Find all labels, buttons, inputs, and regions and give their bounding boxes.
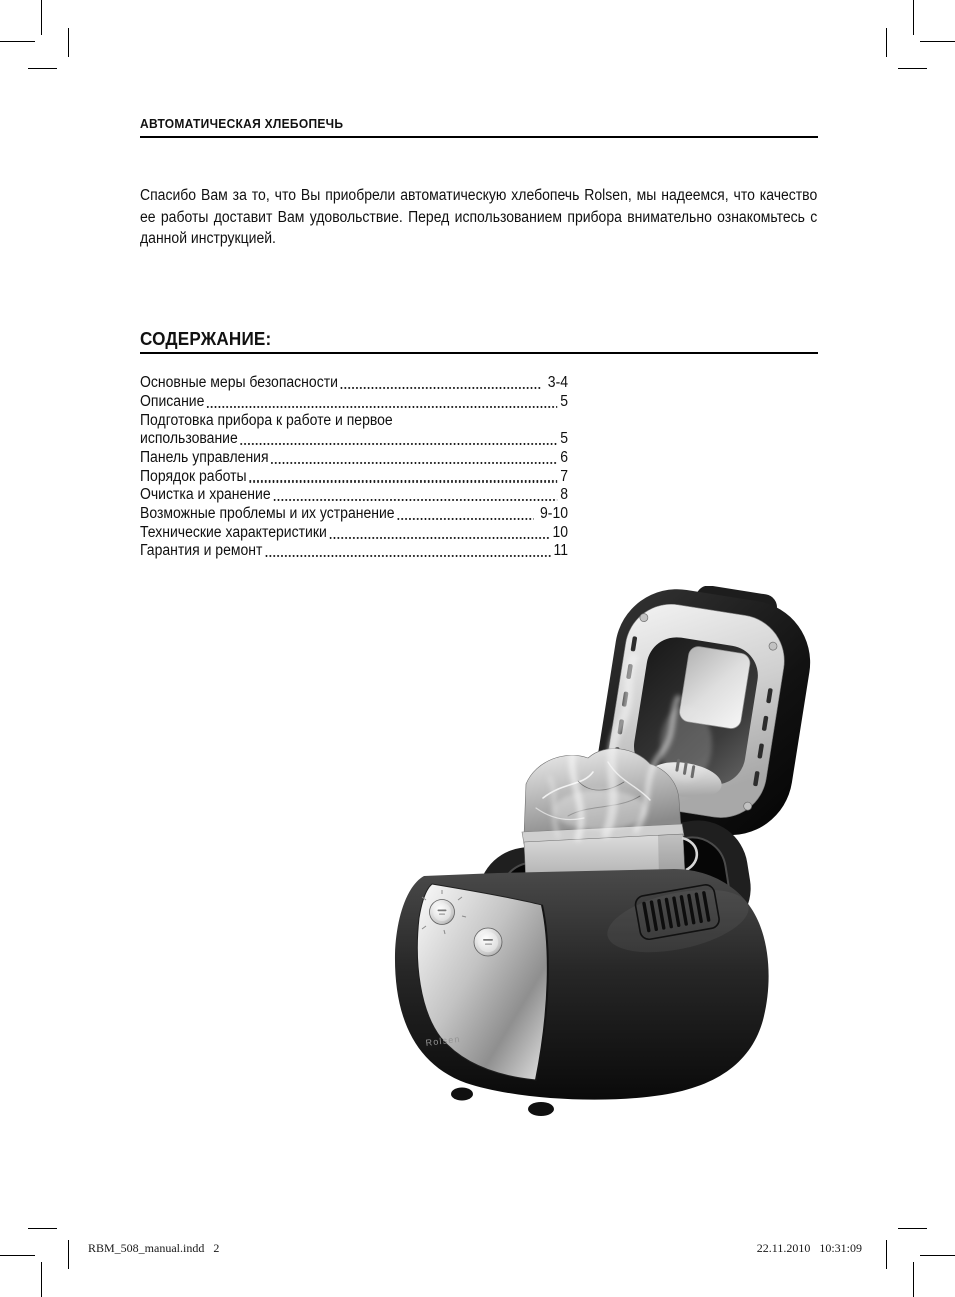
toc-entry-label: Гарантия и ремонт xyxy=(140,542,263,560)
toc-entry xyxy=(140,542,568,561)
toc-entry-label: Порядок работы xyxy=(140,467,247,485)
header-rule xyxy=(140,136,818,138)
toc-leader-dots xyxy=(397,518,533,520)
crop-mark xyxy=(913,1262,914,1297)
toc-entry-page: 5 xyxy=(560,430,569,448)
toc-leader-dots xyxy=(240,443,557,445)
toc-entry-page: 5 xyxy=(560,392,569,410)
toc-entry-page: 3-4 xyxy=(543,374,569,392)
toc-entry-label: Описание xyxy=(140,392,205,410)
crop-mark xyxy=(0,41,35,42)
crop-mark xyxy=(68,28,69,57)
toc-entry xyxy=(140,393,568,412)
crop-mark xyxy=(41,1262,42,1297)
crop-mark xyxy=(898,1228,927,1229)
crop-mark xyxy=(886,28,887,57)
crop-mark xyxy=(28,68,57,69)
toc-entry-page: 10 xyxy=(552,523,569,541)
toc-leader-dots xyxy=(341,387,542,389)
toc-entry xyxy=(140,449,568,468)
toc-entry-label: Технические характеристики xyxy=(140,523,327,541)
toc-entry-page: 6 xyxy=(560,448,569,466)
page-title: АВТОМАТИЧЕСКАЯ ХЛЕБОПЕЧЬ xyxy=(140,117,344,131)
toc-entry xyxy=(140,524,568,543)
toc-leader-dots xyxy=(265,555,551,557)
crop-mark xyxy=(920,1255,955,1256)
crop-mark xyxy=(898,68,927,69)
crop-mark xyxy=(28,1228,57,1229)
crop-mark xyxy=(920,41,955,42)
toc-entry xyxy=(140,411,568,430)
foot xyxy=(451,1088,473,1101)
brand-text: Rolsen xyxy=(425,1033,462,1048)
foot xyxy=(528,1102,554,1116)
product-photo xyxy=(378,586,840,1148)
crop-mark xyxy=(886,1240,887,1269)
toc-entry-label: Очистка и хранение xyxy=(140,486,271,504)
toc-leader-dots xyxy=(207,406,557,408)
bread-maker-illustration xyxy=(378,586,840,1148)
toc-rule xyxy=(140,352,818,354)
timer-knob xyxy=(474,928,502,956)
toc-entry-page: 11 xyxy=(553,542,569,560)
intro-paragraph: Спасибо Вам за то, что Вы приобрели автоматическую хлебопечь Rolsen, мы надеемся, что качество ее работы доставит Вам удовольствие. Перед использованием прибора внимательно ознакомьтесь с данной инструкцией. xyxy=(140,187,818,247)
crop-mark xyxy=(913,0,914,35)
toc-entry-page: 7 xyxy=(560,467,569,485)
toc-entry xyxy=(140,467,568,486)
toc-heading: СОДЕРЖАНИЕ: xyxy=(140,329,272,349)
footer-timestamp: 22.11.2010 10:31:09 xyxy=(756,1241,862,1255)
table-of-contents xyxy=(140,374,568,561)
crop-mark xyxy=(68,1240,69,1269)
toc-entry-label: Основные меры безопасности xyxy=(140,374,338,392)
toc-entry xyxy=(140,505,568,524)
toc-entry-label: Возможные проблемы и их устранение xyxy=(140,505,395,522)
toc-entry xyxy=(140,486,568,505)
toc-leader-dots xyxy=(273,499,557,501)
toc-entry-page: 9-10 xyxy=(536,505,569,522)
toc-entry xyxy=(140,430,568,449)
toc-entry-label: Подготовка прибора к работе и первое xyxy=(140,411,393,429)
crop-mark xyxy=(41,0,42,35)
toc-entry xyxy=(140,374,568,393)
toc-leader-dots xyxy=(329,537,549,539)
toc-leader-dots xyxy=(249,480,557,482)
toc-entry-label: использование xyxy=(140,430,238,448)
footer-filename: RBM_508_manual.indd 2 xyxy=(88,1241,220,1255)
toc-leader-dots xyxy=(271,462,557,464)
toc-entry-page: 8 xyxy=(560,486,569,504)
crop-mark xyxy=(0,1255,35,1256)
toc-entry-label: Панель управления xyxy=(140,448,269,466)
